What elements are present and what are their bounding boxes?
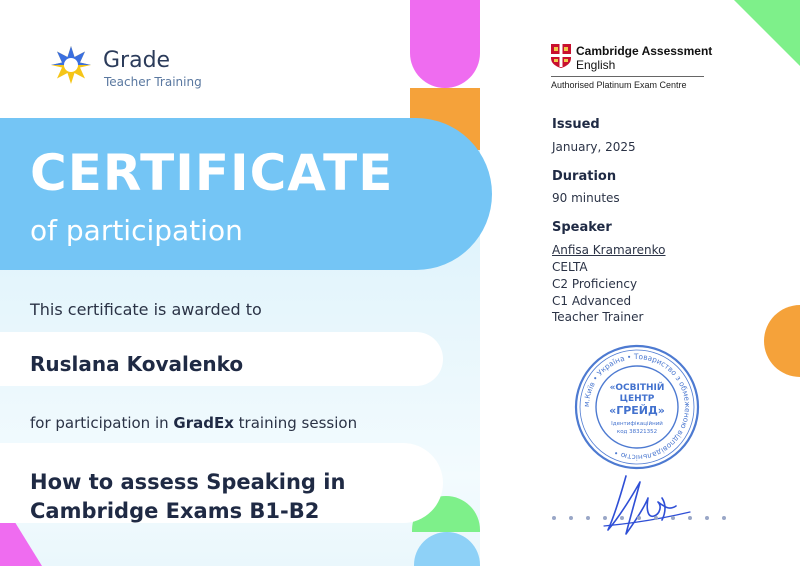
speaker-credential: Teacher Trainer [552,310,644,324]
dot [654,516,658,520]
partner-sub: English [576,58,616,72]
participation-text [30,414,357,432]
orange-circle-decor [764,305,800,377]
dot [722,516,726,520]
awarded-text: This certificate is awarded to [30,300,262,319]
logo-name: Grade [103,48,171,73]
recipient-name: Ruslana Kovalenko [30,352,244,376]
stamp-code-line-2: код 38321352 [616,429,658,435]
speaker-label: Speaker [552,220,612,235]
stamp-code-line-1: Ідентифікаційний [611,421,663,427]
speaker-credential: C2 Proficiency [552,277,638,291]
dot [552,516,556,520]
course-title-line-2: Cambridge Exams B1-B2 [30,499,320,523]
certificate-subtitle: of participation [30,214,243,247]
dot [688,516,692,520]
green-corner-decor [734,0,800,66]
course-title [30,468,390,526]
course-title-line-1: How to assess Speaking in [30,470,346,494]
partner-name: Cambridge Assessment [576,44,713,58]
grade-logo-icon [50,44,92,86]
duration-label: Duration [552,169,617,184]
official-stamp [572,342,702,472]
participation-prefix: for participation in [30,414,174,432]
dot [705,516,709,520]
speaker-name: Anfisa Kramarenko [552,243,666,257]
cambridge-shield-icon [551,44,571,68]
program-name: GradEx [173,414,234,432]
dot [569,516,573,520]
participation-suffix: training session [233,414,358,432]
signature-image [596,468,696,544]
logo-subtitle: Teacher Training [104,75,202,89]
signature-dotted-line [552,516,726,520]
issued-label: Issued [552,117,600,132]
dot [603,516,607,520]
certificate-title: CERTIFICATE [30,144,394,202]
stamp-center-line-3: «ГРЕЙД» [609,404,665,417]
dot [637,516,641,520]
duration-value: 90 minutes [552,191,620,205]
speaker-credential: C1 Advanced [552,294,632,308]
dot [671,516,675,520]
dot [586,516,590,520]
pink-decor-shape [410,0,480,88]
stamp-center-line-2: ЦЕНТР [619,394,655,404]
partner-divider [551,76,704,77]
stamp-center-line-1: «ОСВІТНІЙ [609,383,665,393]
stamp-ring-text: м.Київ • Україна • Товариство з обмеженою відповідальністю • [581,351,693,463]
issued-value: January, 2025 [552,140,636,154]
partner-authorised: Authorised Platinum Exam Centre [551,80,687,90]
speaker-credential: CELTA [552,260,588,274]
dot [620,516,624,520]
